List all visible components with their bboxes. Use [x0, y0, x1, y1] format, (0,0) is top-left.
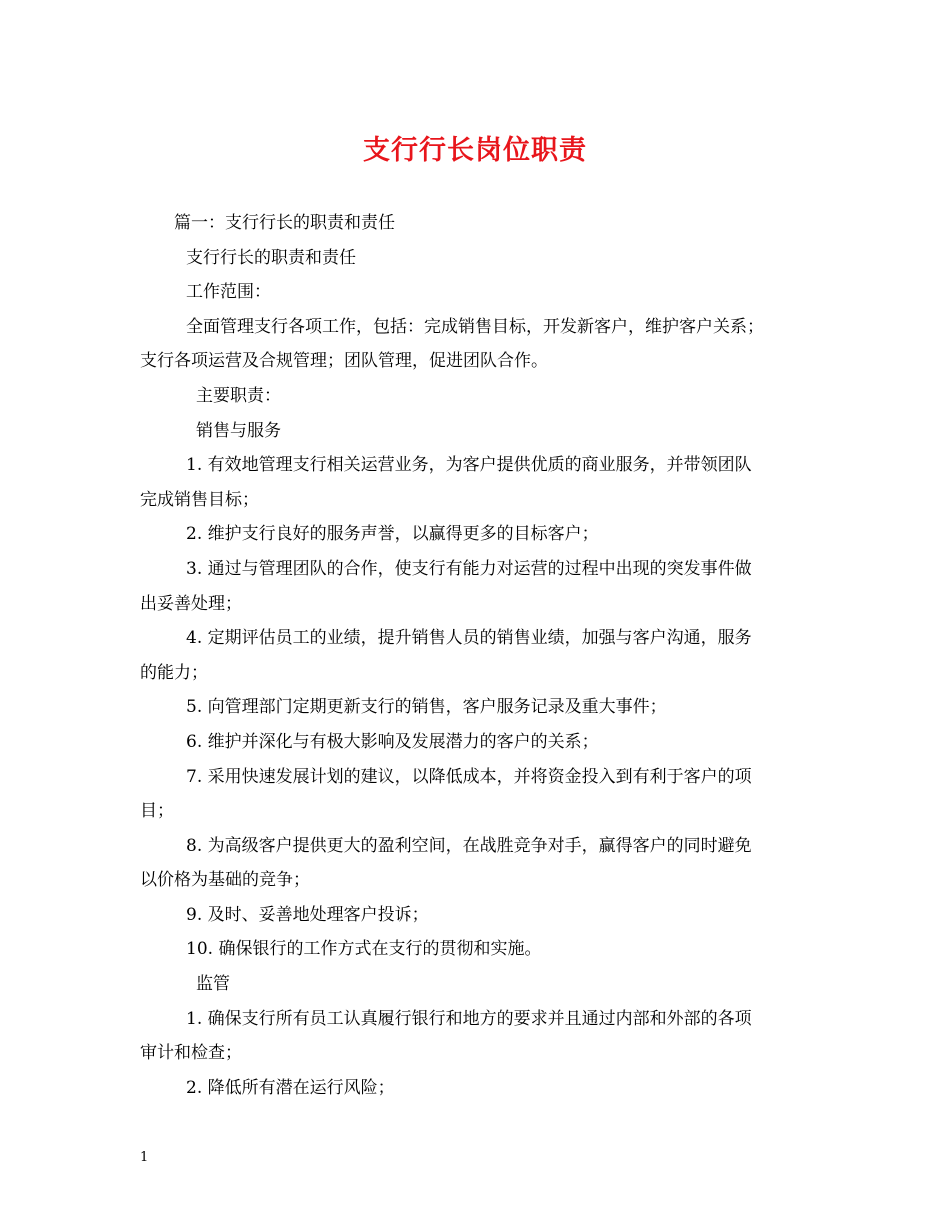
list-item: 4. 定期评估员工的业绩，提升销售人员的销售业绩，加强与客户沟通，服务 [186, 628, 752, 649]
text-line: 全面管理支行各项工作，包括：完成销售目标，开发新客户，维护客户关系； [186, 316, 764, 337]
list-item: 7. 采用快速发展计划的建议，以降低成本，并将资金投入到有利于客户的项 [186, 766, 752, 787]
text-line: 审计和检查； [140, 1043, 242, 1064]
list-item: 1. 有效地管理支行相关运营业务，为客户提供优质的商业服务，并带领团队 [186, 455, 752, 476]
text-line: 篇一：支行行长的职责和责任 [174, 213, 395, 233]
document-title: 支行行长岗位职责 [363, 135, 587, 166]
text-line: 工作范围： [186, 282, 271, 303]
text-line: 以价格为基础的竞争； [140, 870, 310, 891]
list-item: 10. 确保银行的工作方式在支行的贯彻和实施。 [186, 939, 542, 960]
page-number: 1 [140, 1150, 149, 1165]
section-heading: 监管 [196, 974, 230, 995]
list-item: 2. 维护支行良好的服务声誉，以赢得更多的目标客户； [186, 524, 599, 545]
text-line: 的能力； [140, 662, 208, 683]
list-item: 5. 向管理部门定期更新支行的销售，客户服务记录及重大事件； [186, 697, 667, 718]
text-line: 目； [140, 801, 174, 822]
list-item: 3. 通过与管理团队的合作，使支行有能力对运营的过程中出现的突发事件做 [186, 558, 752, 579]
text-line: 支行行长的职责和责任 [186, 247, 356, 268]
text-line: 完成销售目标； [140, 489, 259, 510]
list-item: 6. 维护并深化与有极大影响及发展潜力的客户的关系； [186, 731, 599, 752]
list-item: 9. 及时、妥善地处理客户投诉； [186, 904, 429, 925]
list-item: 2. 降低所有潜在运行风险； [186, 1077, 395, 1098]
text-line: 出妥善处理； [140, 593, 242, 614]
list-item: 1. 确保支行所有员工认真履行银行和地方的要求并且通过内部和外部的各项 [186, 1008, 752, 1029]
text-line: 支行各项运营及合规管理；团队管理，促进团队合作。 [140, 351, 548, 372]
text-line: 销售与服务 [196, 420, 281, 441]
list-item: 8. 为高级客户提供更大的盈利空间，在战胜竞争对手，赢得客户的同时避免 [186, 835, 752, 856]
text-line: 主要职责： [196, 385, 281, 406]
document-body [140, 206, 815, 1105]
